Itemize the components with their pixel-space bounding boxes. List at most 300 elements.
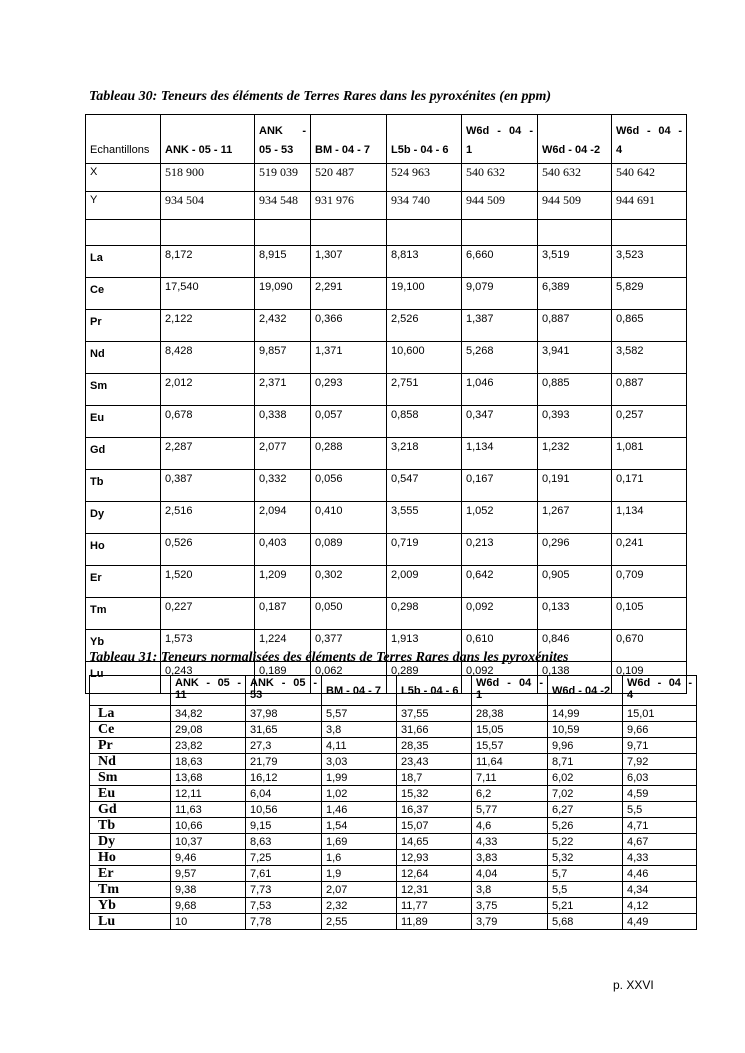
value-cell: 0,109 <box>612 662 687 694</box>
value-cell: 4,33 <box>623 850 697 866</box>
value-cell: 15,32 <box>397 786 472 802</box>
value-cell: 8,915 <box>255 246 311 278</box>
row-label: Sm <box>86 374 161 406</box>
value-cell: 18,7 <box>397 770 472 786</box>
value-cell: 0,887 <box>538 310 612 342</box>
row-label: Ho <box>86 534 161 566</box>
value-cell: 0,257 <box>612 406 687 438</box>
element-row <box>90 914 697 930</box>
value-cell: 23,82 <box>171 738 246 754</box>
value-cell: 0,642 <box>462 566 538 598</box>
value-cell: 34,82 <box>171 706 246 722</box>
value-cell: 9,15 <box>246 818 322 834</box>
value-cell: 10,66 <box>171 818 246 834</box>
value-cell: 9,46 <box>171 850 246 866</box>
element-row <box>90 834 697 850</box>
value-cell: 520 487 <box>311 164 387 192</box>
value-cell: 9,66 <box>623 722 697 738</box>
value-cell: 10,37 <box>171 834 246 850</box>
value-cell: 14,99 <box>548 706 623 722</box>
value-cell: 1,267 <box>538 502 612 534</box>
value-cell: 4,46 <box>623 866 697 882</box>
header-sample-cell <box>246 676 322 706</box>
value-cell: 1,913 <box>387 630 462 662</box>
value-cell: 9,68 <box>171 898 246 914</box>
value-cell: 11,89 <box>397 914 472 930</box>
element-row <box>90 866 697 882</box>
blank-row <box>86 220 687 246</box>
value-cell: 5,32 <box>548 850 623 866</box>
header-sample-top: ANK - 05 - <box>250 677 317 689</box>
element-row <box>86 566 687 598</box>
row-label: Ho <box>90 850 171 866</box>
value-cell: 0,526 <box>161 534 255 566</box>
value-cell: 1,232 <box>538 438 612 470</box>
value-cell: 7,02 <box>548 786 623 802</box>
value-cell: 12,11 <box>171 786 246 802</box>
page-number: p. XXVI <box>613 978 654 992</box>
header-sample-bottom: 4 <box>627 689 634 701</box>
value-cell: 6,02 <box>548 770 623 786</box>
value-cell: 0,302 <box>311 566 387 598</box>
value-cell: 27,3 <box>246 738 322 754</box>
value-cell: 5,5 <box>623 802 697 818</box>
header-sample-cell <box>255 115 311 164</box>
value-cell: 0,092 <box>462 662 538 694</box>
value-cell: 4,49 <box>623 914 697 930</box>
value-cell: 0,905 <box>538 566 612 598</box>
value-cell: 5,829 <box>612 278 687 310</box>
value-cell: 7,92 <box>623 754 697 770</box>
value-cell: 0,105 <box>612 598 687 630</box>
header-sample-cell <box>161 115 255 164</box>
value-cell: 9,57 <box>171 866 246 882</box>
value-cell: 9,079 <box>462 278 538 310</box>
value-cell: 5,5 <box>548 882 623 898</box>
value-cell: 0,191 <box>538 470 612 502</box>
row-label: Tm <box>90 882 171 898</box>
header-sample-cell <box>548 676 623 706</box>
value-cell: 10,600 <box>387 342 462 374</box>
empty-cell <box>86 220 161 246</box>
value-cell: 0,138 <box>538 662 612 694</box>
header-sample-cell <box>462 115 538 164</box>
element-row <box>86 278 687 310</box>
value-cell: 1,387 <box>462 310 538 342</box>
value-cell: 934 740 <box>387 192 462 220</box>
value-cell: 0,241 <box>612 534 687 566</box>
value-cell: 1,052 <box>462 502 538 534</box>
header-sample-name: BM - 04 - 7 <box>326 684 382 697</box>
value-cell: 2,012 <box>161 374 255 406</box>
value-cell: 0,403 <box>255 534 311 566</box>
value-cell: 9,857 <box>255 342 311 374</box>
value-cell: 0,167 <box>462 470 538 502</box>
value-cell: 3,03 <box>322 754 397 770</box>
value-cell: 0,213 <box>462 534 538 566</box>
row-label: La <box>86 246 161 278</box>
value-cell: 6,660 <box>462 246 538 278</box>
row-label: Dy <box>86 502 161 534</box>
header-sample-top: W6d - 04 - <box>466 125 533 137</box>
value-cell: 5,7 <box>548 866 623 882</box>
value-cell: 1,134 <box>462 438 538 470</box>
value-cell: 19,090 <box>255 278 311 310</box>
value-cell: 10,59 <box>548 722 623 738</box>
row-label: X <box>86 164 161 192</box>
value-cell: 0,858 <box>387 406 462 438</box>
value-cell: 18,63 <box>171 754 246 770</box>
value-cell: 0,289 <box>387 662 462 694</box>
element-row <box>86 598 687 630</box>
value-cell: 5,21 <box>548 898 623 914</box>
header-sample-bottom: 1 <box>476 689 483 701</box>
value-cell: 31,66 <box>397 722 472 738</box>
coord-row <box>86 192 687 220</box>
value-cell: 16,37 <box>397 802 472 818</box>
value-cell: 2,32 <box>322 898 397 914</box>
header-sample-bottom: 11 <box>175 689 187 701</box>
value-cell: 1,307 <box>311 246 387 278</box>
row-label: Ce <box>86 278 161 310</box>
value-cell: 7,61 <box>246 866 322 882</box>
value-cell: 5,26 <box>548 818 623 834</box>
value-cell: 1,54 <box>322 818 397 834</box>
value-cell: 0,865 <box>612 310 687 342</box>
element-row <box>86 502 687 534</box>
value-cell: 0,057 <box>311 406 387 438</box>
value-cell: 944 509 <box>462 192 538 220</box>
value-cell: 0,227 <box>161 598 255 630</box>
empty-cell <box>161 220 255 246</box>
value-cell: 0,393 <box>538 406 612 438</box>
row-label: Y <box>86 192 161 220</box>
value-cell: 0,050 <box>311 598 387 630</box>
value-cell: 11,64 <box>472 754 548 770</box>
value-cell: 0,171 <box>612 470 687 502</box>
value-cell: 2,07 <box>322 882 397 898</box>
value-cell: 8,172 <box>161 246 255 278</box>
element-row <box>90 850 697 866</box>
row-label: Pr <box>90 738 171 754</box>
value-cell: 15,05 <box>472 722 548 738</box>
row-label: Lu <box>90 914 171 930</box>
row-label: Er <box>86 566 161 598</box>
value-cell: 0,332 <box>255 470 311 502</box>
element-row <box>90 802 697 818</box>
header-sample-top: ANK - <box>259 125 306 137</box>
value-cell: 37,98 <box>246 706 322 722</box>
table31-caption: Tableau 31: Teneurs normalisées des éléments de Terres Rares dans les pyroxénites <box>89 650 569 665</box>
value-cell: 10,56 <box>246 802 322 818</box>
value-cell: 3,8 <box>322 722 397 738</box>
header-sample-name: L5b - 04 - 6 <box>391 144 449 156</box>
row-label: Tb <box>86 470 161 502</box>
value-cell: 4,6 <box>472 818 548 834</box>
value-cell: 4,59 <box>623 786 697 802</box>
element-row <box>90 722 697 738</box>
coord-row <box>86 164 687 192</box>
element-row <box>86 246 687 278</box>
value-cell: 12,93 <box>397 850 472 866</box>
value-cell: 12,31 <box>397 882 472 898</box>
value-cell: 0,347 <box>462 406 538 438</box>
value-cell: 5,77 <box>472 802 548 818</box>
value-cell: 11,77 <box>397 898 472 914</box>
element-row <box>90 882 697 898</box>
value-cell: 3,555 <box>387 502 462 534</box>
header-sample-name: L5b - 04 - 6 <box>401 684 459 697</box>
element-row <box>86 374 687 406</box>
table30 <box>85 114 687 694</box>
header-sample-name: ANK - 05 - 11 <box>165 144 233 156</box>
value-cell: 519 039 <box>255 164 311 192</box>
element-row <box>90 706 697 722</box>
value-cell: 4,34 <box>623 882 697 898</box>
value-cell: 0,410 <box>311 502 387 534</box>
value-cell: 1,520 <box>161 566 255 598</box>
element-row <box>90 786 697 802</box>
value-cell: 1,081 <box>612 438 687 470</box>
value-cell: 0,377 <box>311 630 387 662</box>
value-cell: 8,71 <box>548 754 623 770</box>
value-cell: 0,133 <box>538 598 612 630</box>
value-cell: 15,57 <box>472 738 548 754</box>
value-cell: 0,298 <box>387 598 462 630</box>
value-cell: 944 691 <box>612 192 687 220</box>
value-cell: 1,6 <box>322 850 397 866</box>
value-cell: 2,287 <box>161 438 255 470</box>
row-label: Gd <box>86 438 161 470</box>
empty-cell <box>387 220 462 246</box>
element-row <box>86 406 687 438</box>
value-cell: 1,9 <box>322 866 397 882</box>
value-cell: 8,63 <box>246 834 322 850</box>
row-label: Tm <box>86 598 161 630</box>
header-label-cell <box>90 676 171 706</box>
value-cell: 11,63 <box>171 802 246 818</box>
value-cell: 16,12 <box>246 770 322 786</box>
value-cell: 8,813 <box>387 246 462 278</box>
header-sample-cell <box>472 676 548 706</box>
value-cell: 524 963 <box>387 164 462 192</box>
value-cell: 1,573 <box>161 630 255 662</box>
header-sample-bottom: 4 <box>616 144 623 156</box>
value-cell: 4,71 <box>623 818 697 834</box>
value-cell: 944 509 <box>538 192 612 220</box>
value-cell: 934 504 <box>161 192 255 220</box>
empty-cell <box>311 220 387 246</box>
header-sample-name: BM - 04 - 7 <box>315 144 371 156</box>
value-cell: 6,04 <box>246 786 322 802</box>
row-label: Yb <box>90 898 171 914</box>
value-cell: 0,243 <box>161 662 255 694</box>
value-cell: 23,43 <box>397 754 472 770</box>
value-cell: 3,523 <box>612 246 687 278</box>
value-cell: 2,526 <box>387 310 462 342</box>
value-cell: 29,08 <box>171 722 246 738</box>
value-cell: 0,062 <box>311 662 387 694</box>
header-sample-bottom: 05 - 53 <box>259 144 294 156</box>
empty-cell <box>255 220 311 246</box>
value-cell: 540 642 <box>612 164 687 192</box>
value-cell: 2,094 <box>255 502 311 534</box>
header-sample-bottom: 1 <box>466 144 473 156</box>
value-cell: 1,99 <box>322 770 397 786</box>
table30-caption: Tableau 30: Teneurs des éléments de Terres Rares dans les pyroxénites (en ppm) <box>89 89 551 104</box>
header-sample-cell <box>311 115 387 164</box>
value-cell: 1,02 <box>322 786 397 802</box>
header-sample-cell <box>387 115 462 164</box>
value-cell: 7,53 <box>246 898 322 914</box>
value-cell: 2,516 <box>161 502 255 534</box>
value-cell: 31,65 <box>246 722 322 738</box>
value-cell: 5,22 <box>548 834 623 850</box>
row-label: Er <box>90 866 171 882</box>
value-cell: 0,366 <box>311 310 387 342</box>
empty-cell <box>538 220 612 246</box>
value-cell: 0,089 <box>311 534 387 566</box>
value-cell: 4,33 <box>472 834 548 850</box>
header-sample-cell <box>171 676 246 706</box>
value-cell: 10 <box>171 914 246 930</box>
row-label: Eu <box>90 786 171 802</box>
value-cell: 5,268 <box>462 342 538 374</box>
value-cell: 0,547 <box>387 470 462 502</box>
value-cell: 0,846 <box>538 630 612 662</box>
value-cell: 518 900 <box>161 164 255 192</box>
value-cell: 2,122 <box>161 310 255 342</box>
value-cell: 0,887 <box>612 374 687 406</box>
row-label: Ce <box>90 722 171 738</box>
value-cell: 8,428 <box>161 342 255 374</box>
value-cell: 9,71 <box>623 738 697 754</box>
value-cell: 934 548 <box>255 192 311 220</box>
header-sample-name: W6d - 04 -2 <box>542 144 601 156</box>
value-cell: 19,100 <box>387 278 462 310</box>
value-cell: 1,371 <box>311 342 387 374</box>
value-cell: 6,2 <box>472 786 548 802</box>
empty-cell <box>462 220 538 246</box>
table31 <box>89 675 697 930</box>
element-row <box>86 470 687 502</box>
header-row <box>86 115 687 164</box>
element-row <box>90 770 697 786</box>
value-cell: 1,134 <box>612 502 687 534</box>
row-label: Gd <box>90 802 171 818</box>
value-cell: 2,432 <box>255 310 311 342</box>
value-cell: 0,719 <box>387 534 462 566</box>
value-cell: 0,056 <box>311 470 387 502</box>
value-cell: 4,67 <box>623 834 697 850</box>
value-cell: 3,519 <box>538 246 612 278</box>
value-cell: 0,296 <box>538 534 612 566</box>
value-cell: 13,68 <box>171 770 246 786</box>
value-cell: 14,65 <box>397 834 472 850</box>
value-cell: 540 632 <box>462 164 538 192</box>
value-cell: 3,218 <box>387 438 462 470</box>
value-cell: 0,187 <box>255 598 311 630</box>
value-cell: 2,55 <box>322 914 397 930</box>
value-cell: 28,35 <box>397 738 472 754</box>
element-row <box>90 818 697 834</box>
header-sample-bottom: 53 <box>250 689 263 701</box>
value-cell: 3,582 <box>612 342 687 374</box>
value-cell: 4,12 <box>623 898 697 914</box>
header-sample-name: W6d - 04 -2 <box>552 684 611 697</box>
value-cell: 15,01 <box>623 706 697 722</box>
value-cell: 2,077 <box>255 438 311 470</box>
value-cell: 9,38 <box>171 882 246 898</box>
value-cell: 931 976 <box>311 192 387 220</box>
row-label: Dy <box>90 834 171 850</box>
value-cell: 2,371 <box>255 374 311 406</box>
header-sample-top: ANK - 05 - <box>175 677 241 689</box>
element-row <box>86 438 687 470</box>
row-label: Lu <box>86 662 161 694</box>
row-label: La <box>90 706 171 722</box>
value-cell: 0,288 <box>311 438 387 470</box>
value-cell: 3,79 <box>472 914 548 930</box>
value-cell: 7,11 <box>472 770 548 786</box>
value-cell: 540 632 <box>538 164 612 192</box>
value-cell: 0,670 <box>612 630 687 662</box>
value-cell: 6,27 <box>548 802 623 818</box>
header-sample-top: W6d - 04 - <box>616 125 682 137</box>
header-sample-cell <box>322 676 397 706</box>
header-sample-cell <box>397 676 472 706</box>
value-cell: 1,209 <box>255 566 311 598</box>
value-cell: 0,709 <box>612 566 687 598</box>
element-row <box>86 310 687 342</box>
value-cell: 6,389 <box>538 278 612 310</box>
value-cell: 6,03 <box>623 770 697 786</box>
header-sample-cell <box>623 676 697 706</box>
value-cell: 1,046 <box>462 374 538 406</box>
row-label: Nd <box>86 342 161 374</box>
empty-cell <box>612 220 687 246</box>
value-cell: 5,57 <box>322 706 397 722</box>
value-cell: 17,540 <box>161 278 255 310</box>
value-cell: 0,678 <box>161 406 255 438</box>
element-row <box>90 738 697 754</box>
row-label: Nd <box>90 754 171 770</box>
value-cell: 9,96 <box>548 738 623 754</box>
value-cell: 7,78 <box>246 914 322 930</box>
value-cell: 3,83 <box>472 850 548 866</box>
value-cell: 0,338 <box>255 406 311 438</box>
row-label: Tb <box>90 818 171 834</box>
value-cell: 4,11 <box>322 738 397 754</box>
header-label-cell: Echantillons <box>86 115 161 164</box>
value-cell: 0,387 <box>161 470 255 502</box>
value-cell: 28,38 <box>472 706 548 722</box>
value-cell: 5,68 <box>548 914 623 930</box>
value-cell: 7,25 <box>246 850 322 866</box>
element-row <box>90 898 697 914</box>
value-cell: 1,224 <box>255 630 311 662</box>
value-cell: 15,07 <box>397 818 472 834</box>
header-sample-top: W6d - 04 - <box>476 677 543 689</box>
value-cell: 3,941 <box>538 342 612 374</box>
value-cell: 0,189 <box>255 662 311 694</box>
value-cell: 0,092 <box>462 598 538 630</box>
header-sample-cell <box>612 115 687 164</box>
value-cell: 0,610 <box>462 630 538 662</box>
value-cell: 0,293 <box>311 374 387 406</box>
value-cell: 12,64 <box>397 866 472 882</box>
value-cell: 3,8 <box>472 882 548 898</box>
